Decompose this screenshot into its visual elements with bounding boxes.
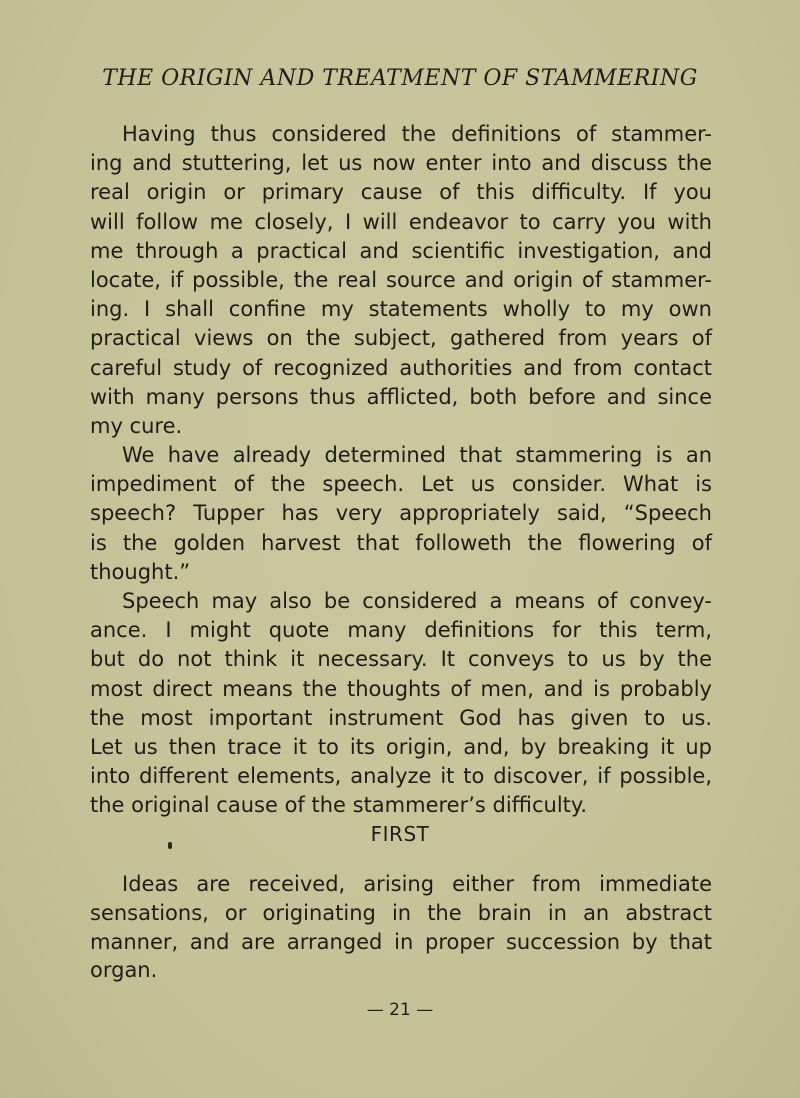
- body-text: [90, 120, 712, 821]
- text-line: real origin or primary cause of this difficulty. If you: [90, 180, 712, 205]
- text-line: impediment of the speech. Let us consider. What is: [90, 472, 712, 497]
- text-line: We have already determined that stammering is an: [122, 443, 712, 468]
- text-line: ing and stuttering, let us now enter into and discuss the: [90, 151, 712, 176]
- text-line: thought.”: [90, 559, 191, 584]
- text-line: into different elements, analyze it to discover, if possible,: [90, 764, 712, 789]
- text-line: with many persons thus afflicted, both before and since: [90, 384, 712, 409]
- page-number: — 21 —: [366, 1000, 434, 1020]
- text-line: ance. I might quote many definitions for this term,: [90, 618, 712, 643]
- text-line: Ideas are received, arising either from immediate: [122, 872, 712, 896]
- text-line: sensations, or originating in the brain in an abstract: [90, 900, 712, 925]
- text-line: most direct means the thoughts of men, and is probably: [90, 676, 712, 701]
- text-line: organ.: [90, 958, 158, 983]
- text-line: Speech may also be considered a means of convey-: [122, 589, 712, 613]
- text-line: manner, and are arranged in proper succession by that: [90, 929, 712, 954]
- text-line: practical views on the subject, gathered from years of: [90, 326, 712, 351]
- text-line: speech? Tupper has very appropriately said, “Speech: [90, 501, 712, 526]
- text-line: my cure.: [90, 413, 183, 438]
- text-line: Let us then trace it to its origin, and, by breaking it up: [90, 734, 712, 759]
- text-line: locate, if possible, the real source and origin of stammer-: [90, 267, 712, 292]
- text-line: is the golden harvest that followeth the flowering of: [90, 530, 712, 555]
- text-line: me through a practical and scientific investigation, and: [90, 238, 712, 263]
- section-heading: FIRST: [370, 822, 430, 846]
- text-line: but do not think it necessary. It conveys to us by the: [90, 647, 712, 672]
- text-line: the most important instrument God has given to us.: [90, 705, 712, 730]
- text-line: Having thus considered the definitions of stammer-: [122, 122, 712, 146]
- text-line: careful study of recognized authorities and from contact: [90, 355, 712, 380]
- text-line: will follow me closely, I will endeavor to carry you with: [90, 209, 712, 234]
- text-line: ing. I shall confine my statements wholly to my own: [90, 297, 712, 322]
- section-text: [90, 870, 712, 985]
- running-head: THE ORIGIN AND TREATMENT OF STAMMERING: [102, 66, 698, 91]
- text-line: the original cause of the stammerer’s difficulty.: [90, 793, 588, 818]
